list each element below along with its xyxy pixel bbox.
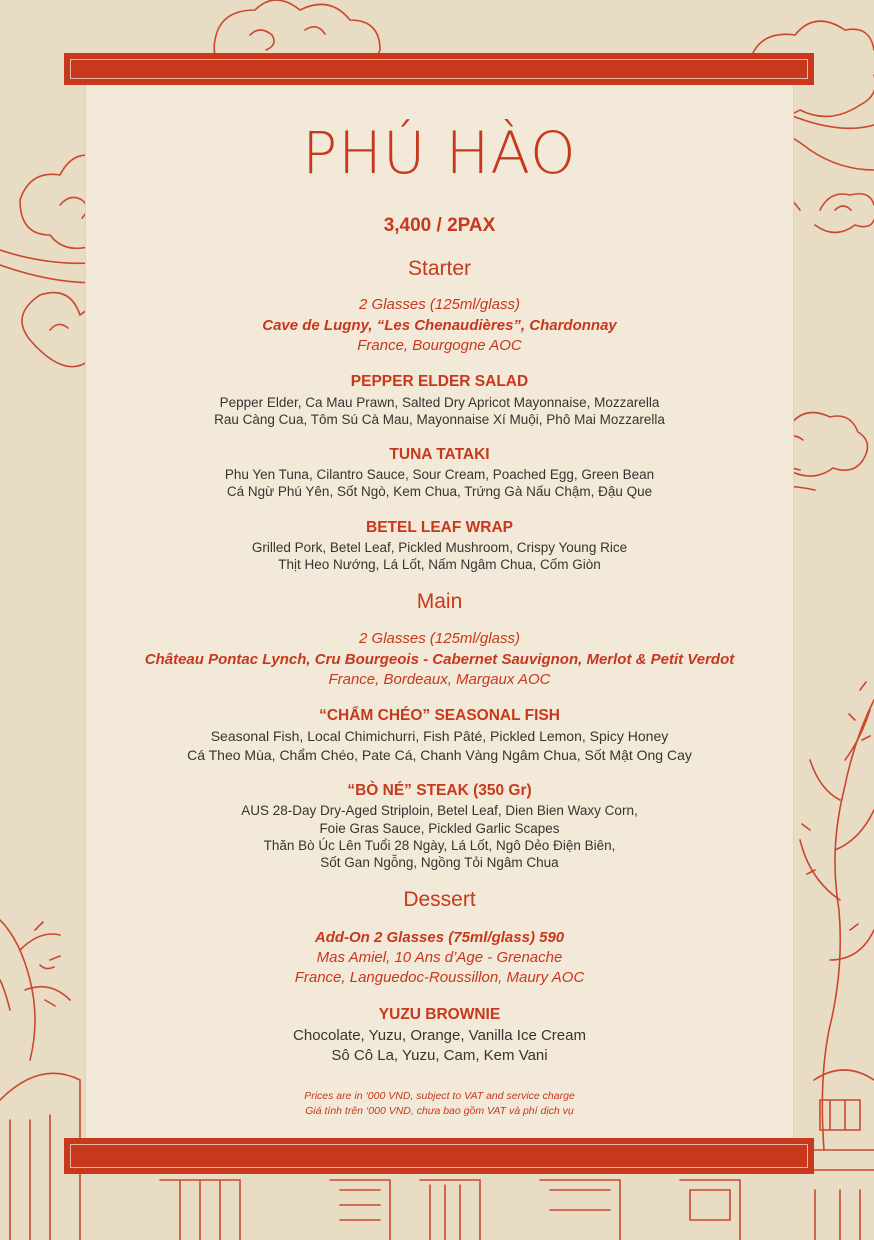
wine-volume: Add-On 2 Glasses (75ml/glass) 590 <box>314 929 565 946</box>
dish-desc-vi: Sô Cô La, Yuzu, Cam, Kem Vani <box>331 1047 548 1064</box>
wine-origin: France, Bourgogne AOC <box>357 337 522 354</box>
wine-name: Château Pontac Lynch, Cru Bourgeois - Cabernet Sauvignon, Merlot & Petit Verdot <box>144 651 735 668</box>
footnote-vi: Giá tính trên ‘000 VND, chưa bao gồm VAT và phí dịch vụ <box>305 1105 574 1117</box>
section-heading-main: Main <box>416 590 463 613</box>
bottom-scroll-rod-trim <box>70 1144 808 1168</box>
dish-name: YUZU BROWNIE <box>378 1006 501 1023</box>
dish-desc-vi: Cá Ngừ Phú Yên, Sốt Ngò, Kem Chua, Trứng Gà Nấu Chậm, Đậu Que <box>226 484 653 499</box>
dish-desc-vi: Cá Theo Mùa, Chẩm Chéo, Pate Cá, Chanh Vàng Ngâm Chua, Sốt Mật Ong Cay <box>187 747 692 763</box>
wine-volume: 2 Glasses (125ml/glass) <box>359 296 520 313</box>
section-heading-dessert: Dessert <box>403 888 476 911</box>
branch-icon <box>800 682 874 1150</box>
dish-desc-en: Phu Yen Tuna, Cilantro Sauce, Sour Cream, Poached Egg, Green Bean <box>224 467 655 482</box>
wine-name: Mas Amiel, 10 Ans d’Age - Grenache <box>316 949 563 966</box>
dish-name: “BÒ NÉ” STEAK (350 Gr) <box>347 782 532 799</box>
dish-desc-en: Grilled Pork, Betel Leaf, Pickled Mushroom, Crispy Young Rice <box>251 540 628 555</box>
wine-name: Cave de Lugny, “Les Chenaudières”, Chardonnay <box>262 317 617 334</box>
dish-name: PEPPER ELDER SALAD <box>350 373 529 390</box>
dish-name: “CHẨM CHÉO” SEASONAL FISH <box>319 707 560 724</box>
dish-desc-vi: Thịt Heo Nướng, Lá Lốt, Nấm Ngâm Chua, Cốm Giòn <box>278 557 601 572</box>
dish-desc-line: Foie Gras Sauce, Pickled Garlic Scapes <box>319 821 560 836</box>
top-scroll-rod-trim <box>70 59 808 79</box>
dish-name: BETEL LEAF WRAP <box>366 519 513 536</box>
section-heading-starter: Starter <box>407 257 472 280</box>
footnote-en: Prices are in ‘000 VND, subject to VAT and service charge <box>304 1090 575 1102</box>
dish-desc-vi: Rau Càng Cua, Tôm Sú Cà Mau, Mayonnaise Xí Muội, Phô Mai Mozzarella <box>214 412 665 427</box>
dish-name: TUNA TATAKI <box>389 446 490 463</box>
dish-desc-en: Chocolate, Yuzu, Orange, Vanilla Ice Cream <box>293 1027 586 1044</box>
dish-desc-line: Thăn Bò Úc Lên Tuổi 28 Ngày, Lá Lốt, Ngô Dẻo Điện Biên, <box>263 838 616 853</box>
dish-desc-en: Seasonal Fish, Local Chimichurri, Fish Pâté, Pickled Lemon, Spicy Honey <box>210 728 669 744</box>
dish-desc-line: AUS 28-Day Dry-Aged Striploin, Betel Leaf, Dien Bien Waxy Corn, <box>241 803 638 818</box>
set-price: 3,400 / 2PAX <box>383 215 496 236</box>
dish-desc-line: Sốt Gan Ngỗng, Ngồng Tỏi Ngâm Chua <box>320 855 559 870</box>
dish-desc-en: Pepper Elder, Ca Mau Prawn, Salted Dry Apricot Mayonnaise, Mozzarella <box>219 395 660 410</box>
wine-origin: France, Languedoc-Roussillon, Maury AOC <box>294 969 585 986</box>
wine-origin: France, Bordeaux, Margaux AOC <box>328 671 551 688</box>
branch-icon <box>0 920 70 1060</box>
menu-title: PHÚ HÀO <box>302 119 577 187</box>
wine-volume: 2 Glasses (125ml/glass) <box>359 630 520 647</box>
